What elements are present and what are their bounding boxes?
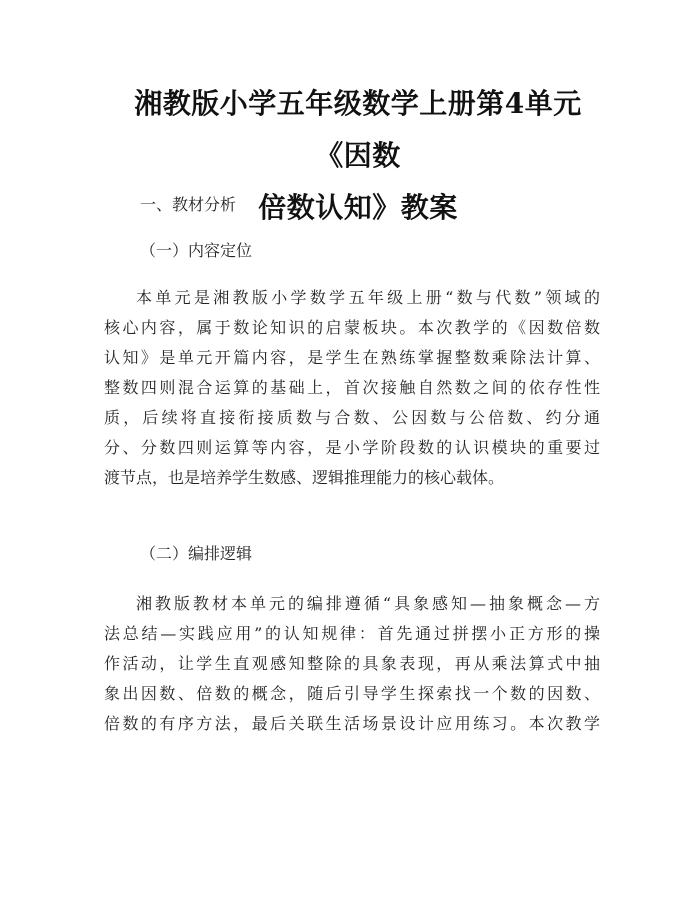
section-heading-textbook-analysis: 一、教材分析	[140, 195, 237, 214]
paragraph-line: 分、分数四则运算等内容，是小学阶段数的认识模块的重要过	[104, 438, 600, 457]
paragraph-line: 质，后续将直接衔接质数与合数、公因数与公倍数、约分通	[104, 408, 600, 427]
paragraph-line: 核心内容，属于数论知识的启蒙板块。本次教学的《因数倍数	[104, 318, 600, 337]
title-line-2: 倍数认知》教案	[258, 191, 458, 224]
paragraph-content-positioning	[104, 283, 600, 493]
subsection-heading-arrangement-logic: （二）编排逻辑	[140, 544, 253, 563]
paragraph-line: 法总结—实践应用”的认知规律：首先通过拼摆小正方形的操	[104, 624, 600, 643]
paragraph-line: 渡节点，也是培养学生数感、逻辑推理能力的核心载体。	[104, 468, 505, 487]
paragraph-line: 认知》是单元开篇内容，是学生在熟练掌握整数乘除法计算、	[104, 348, 600, 367]
title-line-1: 湘教版小学五年级数学上册第4单元《因数	[134, 87, 582, 172]
paragraph-line: 象出因数、倍数的概念，随后引导学生探索找一个数的因数、	[104, 684, 600, 703]
paragraph-line: 作活动，让学生直观感知整除的具象表现，再从乘法算式中抽	[104, 654, 600, 673]
subsection-heading-content-positioning: （一）内容定位	[140, 241, 253, 260]
paragraph-line: 倍数的有序方法，最后关联生活场景设计应用练习。本次教学	[104, 714, 600, 733]
paragraph-line: 整数四则混合运算的基础上，首次接触自然数之间的依存性性	[104, 378, 600, 397]
paragraph-arrangement-logic	[104, 589, 600, 739]
paragraph-line: 湘教版教材本单元的编排遵循“具象感知—抽象概念—方	[136, 594, 600, 613]
paragraph-line: 本单元是湘教版小学数学五年级上册“数与代数”领域的	[136, 288, 600, 307]
